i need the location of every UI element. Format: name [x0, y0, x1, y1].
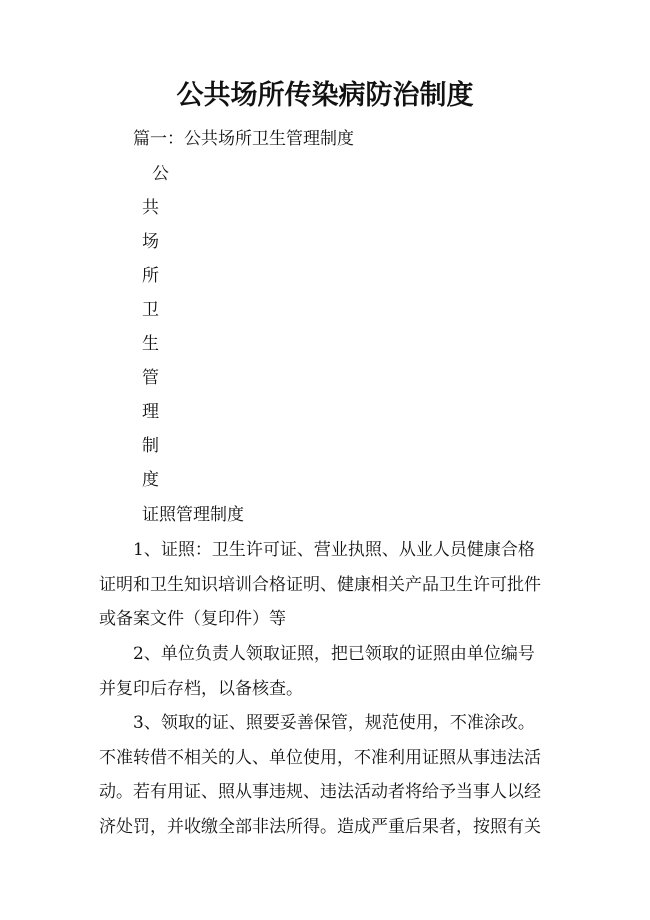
- vertical-title-char: 场: [142, 232, 159, 252]
- vertical-title-char: 公: [152, 164, 169, 184]
- vertical-title-char: 所: [142, 266, 159, 286]
- vertical-title-char: 度: [142, 470, 159, 490]
- paragraph-line: 2、单位负责人领取证照，把已领取的证照由单位编号: [99, 644, 535, 664]
- vertical-title-char: 生: [142, 334, 159, 354]
- paragraph-line: 济处罚，并收缴全部非法所得。造成严重后果者，按照有关: [99, 816, 541, 837]
- vertical-title-char: 共: [142, 198, 159, 218]
- vertical-title-char: 理: [142, 402, 159, 422]
- vertical-title-char: 卫: [142, 300, 159, 320]
- paragraph-line: 3、领取的证、照要妥善保管，规范使用，不准涂改。: [99, 713, 535, 733]
- paragraph-line: 证明和卫生知识培训合格证明、健康相关产品卫生许可批件: [99, 574, 541, 595]
- paragraph: [99, 637, 569, 706]
- paragraph: [99, 706, 569, 844]
- section-title: 篇一：公共场所卫生管理制度: [133, 129, 354, 149]
- paragraph-line: 并复印后存档，以备核查。: [99, 678, 303, 699]
- vertical-title-char: 管: [142, 368, 159, 388]
- paragraph: [99, 533, 569, 637]
- paragraph-line: 1、证照：卫生许可证、营业执照、从业人员健康合格: [99, 540, 535, 560]
- vertical-title-char: 制: [142, 436, 159, 456]
- document-title: 公共场所传染病防治制度: [176, 80, 474, 111]
- paragraph-line: 不准转借不相关的人、单位使用，不准利用证照从事违法活: [99, 747, 541, 768]
- paragraph-line: 或备案文件（复印件）等: [99, 609, 286, 629]
- paragraph-line: 动。若有用证、照从事违规、违法活动者将给予当事人以经: [99, 782, 541, 802]
- subheading: 证照管理制度: [142, 505, 244, 525]
